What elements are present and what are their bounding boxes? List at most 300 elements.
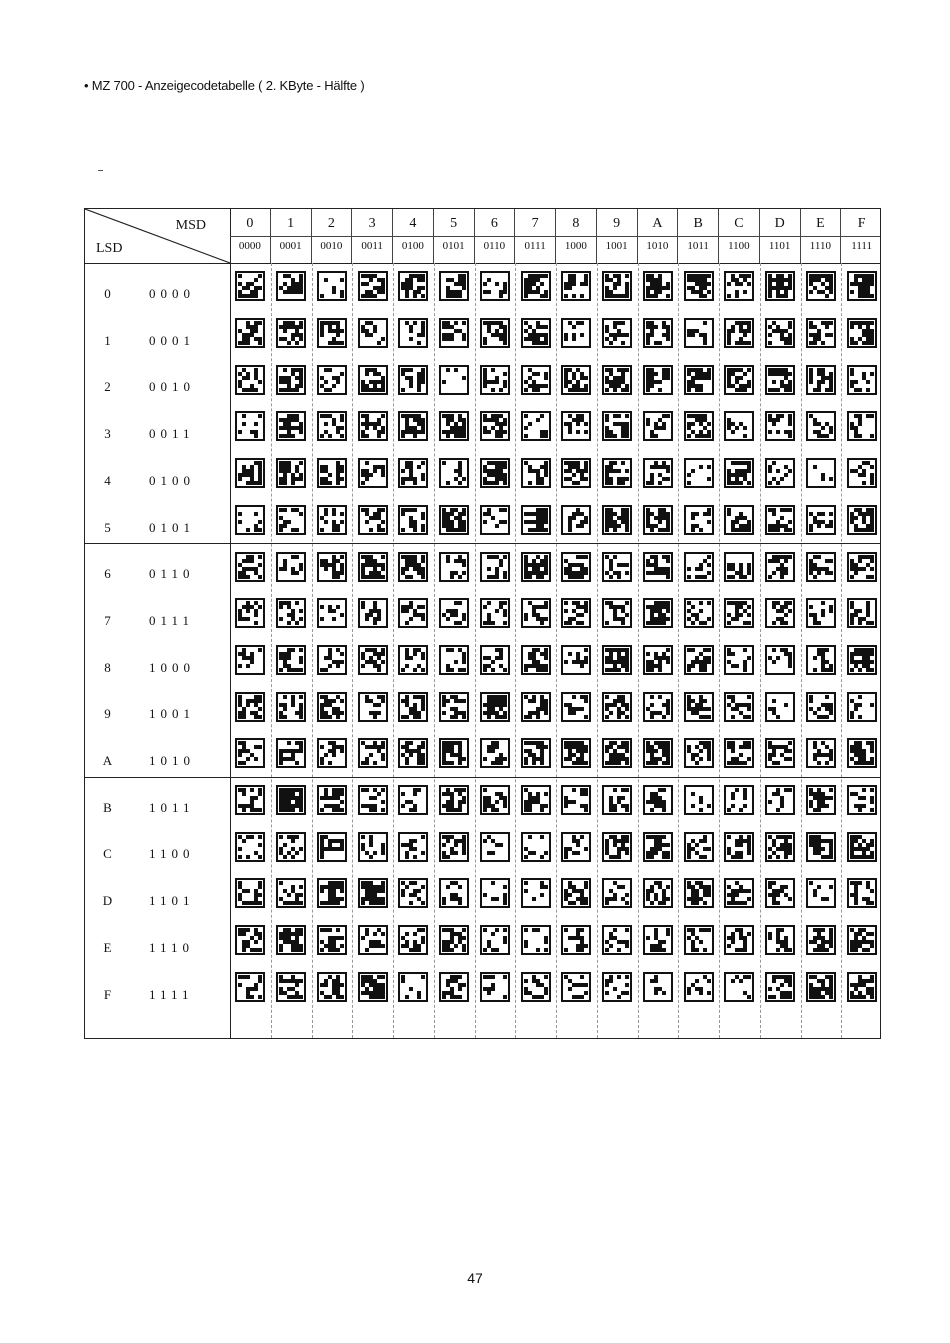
msd-binary: 0100 xyxy=(401,240,424,252)
display-code-glyph xyxy=(847,738,877,768)
display-code-glyph xyxy=(358,318,388,348)
display-code-glyph xyxy=(480,271,510,301)
msd-binary: 1000 xyxy=(564,240,587,252)
lsd-binary: 0100 xyxy=(149,472,195,488)
lsd-binary: 1001 xyxy=(149,706,195,722)
lsd-hex: 3 xyxy=(104,426,111,442)
display-code-glyph xyxy=(806,878,836,908)
lsd-hex: 8 xyxy=(104,659,111,675)
msd-column-header xyxy=(678,209,719,263)
display-code-glyph xyxy=(684,458,714,488)
display-code-glyph xyxy=(724,505,754,535)
msd-binary: 1001 xyxy=(605,240,628,252)
display-code-glyph xyxy=(561,505,591,535)
display-code-glyph xyxy=(521,458,551,488)
display-code-glyph xyxy=(561,365,591,395)
display-code-glyph xyxy=(684,692,714,722)
display-code-glyph xyxy=(521,925,551,955)
display-code-glyph xyxy=(684,411,714,441)
display-code-glyph xyxy=(439,411,469,441)
display-code-glyph xyxy=(561,832,591,862)
display-code-glyph xyxy=(847,411,877,441)
msd-hex: E xyxy=(816,216,825,231)
display-code-glyph xyxy=(765,505,795,535)
display-code-glyph xyxy=(235,832,265,862)
display-code-glyph xyxy=(398,878,428,908)
msd-binary: 0010 xyxy=(320,240,343,252)
display-code-glyph xyxy=(521,598,551,628)
lsd-hex: 1 xyxy=(104,332,111,348)
display-code-glyph xyxy=(276,832,306,862)
display-code-glyph xyxy=(847,785,877,815)
display-code-glyph xyxy=(276,505,306,535)
display-code-glyph xyxy=(561,738,591,768)
display-code-glyph xyxy=(765,645,795,675)
display-code-glyph xyxy=(602,411,632,441)
lsd-binary: 0011 xyxy=(149,426,195,442)
display-code-glyph xyxy=(358,738,388,768)
msd-column-header xyxy=(434,209,475,263)
display-code-glyph xyxy=(521,738,551,768)
display-code-glyph xyxy=(317,411,347,441)
lsd-hex: F xyxy=(103,986,112,1002)
display-code-glyph xyxy=(480,411,510,441)
display-code-glyph xyxy=(235,645,265,675)
display-code-glyph xyxy=(480,365,510,395)
msd-column-header xyxy=(352,209,393,263)
msd-hex: 6 xyxy=(490,216,498,231)
display-code-glyph xyxy=(276,692,306,722)
display-code-glyph xyxy=(358,832,388,862)
msd-column-header xyxy=(475,209,516,263)
display-code-glyph xyxy=(643,972,673,1002)
msd-hex: 7 xyxy=(531,216,539,231)
display-code-glyph xyxy=(480,925,510,955)
display-code-glyph xyxy=(521,972,551,1002)
display-code-glyph xyxy=(724,692,754,722)
display-code-glyph xyxy=(561,972,591,1002)
lsd-row-label xyxy=(85,833,230,876)
lsd-binary: 1010 xyxy=(149,753,195,768)
lsd-row-label xyxy=(85,460,230,503)
display-code-glyph xyxy=(602,318,632,348)
page-number: 47 xyxy=(467,1270,483,1286)
display-code-glyph xyxy=(561,925,591,955)
display-code-glyph xyxy=(358,552,388,582)
column-gridline xyxy=(678,263,679,1038)
display-code-glyph xyxy=(480,598,510,628)
display-code-glyph xyxy=(602,552,632,582)
display-code-glyph xyxy=(439,785,469,815)
lsd-hex: 4 xyxy=(104,472,111,488)
msd-column-header xyxy=(760,209,801,263)
display-code-glyph xyxy=(684,552,714,582)
display-code-glyph xyxy=(684,925,714,955)
display-code-glyph xyxy=(724,318,754,348)
column-gridline xyxy=(434,263,435,1038)
display-code-glyph xyxy=(684,738,714,768)
lsd-row-label xyxy=(85,693,230,736)
display-code-glyph xyxy=(276,878,306,908)
row-group-separator xyxy=(85,777,880,778)
lsd-binary: 1111 xyxy=(149,986,194,1002)
lsd-row-label xyxy=(85,974,230,1017)
scan-speck xyxy=(98,170,103,171)
display-code-glyph xyxy=(847,318,877,348)
display-code-glyph xyxy=(684,972,714,1002)
display-code-glyph xyxy=(847,692,877,722)
column-gridline xyxy=(352,263,353,1038)
display-code-glyph xyxy=(358,785,388,815)
lsd-hex: C xyxy=(103,846,112,862)
display-code-glyph xyxy=(521,318,551,348)
display-code-glyph xyxy=(684,832,714,862)
msd-column-header xyxy=(719,209,760,263)
lsd-hex: 9 xyxy=(104,706,111,722)
display-code-glyph xyxy=(684,785,714,815)
display-code-glyph xyxy=(398,832,428,862)
display-code-glyph xyxy=(317,878,347,908)
display-code-glyph xyxy=(439,925,469,955)
display-code-glyph xyxy=(602,645,632,675)
display-code-glyph xyxy=(765,411,795,441)
lsd-row-label xyxy=(85,273,230,316)
display-code-glyph xyxy=(439,692,469,722)
display-code-glyph xyxy=(847,271,877,301)
lsd-binary: 1011 xyxy=(149,799,195,815)
display-code-glyph xyxy=(724,411,754,441)
msd-hex: D xyxy=(774,216,785,231)
display-code-glyph xyxy=(439,878,469,908)
display-code-glyph xyxy=(561,645,591,675)
display-code-glyph xyxy=(765,318,795,348)
lsd-binary: 1110 xyxy=(149,939,195,955)
lsd-row-label xyxy=(85,366,230,409)
lsd-hex: D xyxy=(102,893,113,909)
display-code-glyph xyxy=(317,925,347,955)
msd-binary: 1011 xyxy=(687,240,709,252)
display-code-glyph xyxy=(643,645,673,675)
display-code-glyph xyxy=(235,785,265,815)
display-code-glyph xyxy=(684,318,714,348)
display-code-glyph xyxy=(235,972,265,1002)
display-code-glyph xyxy=(847,505,877,535)
display-code-glyph xyxy=(439,645,469,675)
display-code-glyph xyxy=(439,738,469,768)
display-code-glyph xyxy=(276,458,306,488)
display-code-glyph xyxy=(521,365,551,395)
lsd-hex: 7 xyxy=(104,612,111,628)
msd-column-header xyxy=(515,209,556,263)
display-code-glyph xyxy=(602,738,632,768)
msd-column-header xyxy=(638,209,679,263)
msd-binary: 0111 xyxy=(524,240,546,252)
display-code-glyph xyxy=(235,878,265,908)
display-code-glyph xyxy=(439,832,469,862)
lsd-column xyxy=(85,263,231,1038)
msd-column-header xyxy=(801,209,842,263)
display-code-glyph xyxy=(847,878,877,908)
display-code-glyph xyxy=(358,598,388,628)
display-code-glyph xyxy=(235,411,265,441)
display-code-glyph xyxy=(398,692,428,722)
display-code-glyph xyxy=(317,318,347,348)
display-code-glyph xyxy=(847,365,877,395)
display-code-glyph xyxy=(847,972,877,1002)
lsd-hex: 5 xyxy=(104,519,111,535)
display-code-glyph xyxy=(439,271,469,301)
display-code-glyph xyxy=(358,458,388,488)
display-code-glyph xyxy=(317,505,347,535)
msd-column-header xyxy=(597,209,638,263)
column-gridline xyxy=(760,263,761,1038)
display-code-glyph xyxy=(765,458,795,488)
display-code-glyph xyxy=(765,271,795,301)
msd-hex: 4 xyxy=(409,216,417,231)
display-code-glyph xyxy=(561,458,591,488)
display-code-glyph xyxy=(521,411,551,441)
msd-hex: 5 xyxy=(450,216,458,231)
msd-hex: A xyxy=(652,216,663,231)
display-code-glyph xyxy=(358,411,388,441)
display-code-glyph xyxy=(847,458,877,488)
display-code-glyph xyxy=(276,271,306,301)
lsd-row-label xyxy=(85,600,230,643)
display-code-glyph xyxy=(724,645,754,675)
msd-hex: F xyxy=(857,216,866,231)
display-code-glyph xyxy=(643,878,673,908)
display-code-glyph xyxy=(480,645,510,675)
display-code-glyph xyxy=(398,552,428,582)
display-code-glyph xyxy=(561,271,591,301)
display-code-glyph xyxy=(643,552,673,582)
display-code-glyph xyxy=(806,458,836,488)
msd-binary: 0101 xyxy=(442,240,465,252)
display-code-glyph xyxy=(521,832,551,862)
column-gridline xyxy=(312,263,313,1038)
display-code-glyph xyxy=(480,318,510,348)
display-code-glyph xyxy=(358,692,388,722)
display-code-glyph xyxy=(235,738,265,768)
column-gridline xyxy=(638,263,639,1038)
display-code-glyph xyxy=(643,505,673,535)
msd-column-header xyxy=(312,209,353,263)
display-code-glyph xyxy=(724,832,754,862)
display-code-glyph xyxy=(317,552,347,582)
lsd-row-label xyxy=(85,553,230,596)
display-code-glyph xyxy=(358,925,388,955)
column-gridline xyxy=(801,263,802,1038)
display-code-glyph xyxy=(765,925,795,955)
msd-binary: 1110 xyxy=(809,240,831,252)
lsd-row-label xyxy=(85,413,230,456)
row-group-separator xyxy=(85,543,880,544)
lsd-binary: 0111 xyxy=(149,612,195,628)
display-code-glyph xyxy=(684,598,714,628)
lsd-binary: 1101 xyxy=(149,893,195,909)
display-code-glyph xyxy=(806,645,836,675)
msd-hex: B xyxy=(693,216,703,231)
display-code-glyph xyxy=(358,878,388,908)
lsd-binary: 0110 xyxy=(149,566,195,582)
display-code-glyph xyxy=(358,271,388,301)
lsd-row-label xyxy=(85,880,230,923)
msd-hex: C xyxy=(734,216,744,231)
display-code-glyph xyxy=(602,458,632,488)
display-code-glyph xyxy=(358,365,388,395)
display-code-glyph xyxy=(398,645,428,675)
lsd-hex: B xyxy=(103,799,112,815)
msd-binary: 1100 xyxy=(728,240,750,252)
display-code-glyph xyxy=(317,598,347,628)
column-gridline xyxy=(556,263,557,1038)
msd-column-header xyxy=(841,209,882,263)
display-code-glyph xyxy=(602,785,632,815)
lsd-label: LSD xyxy=(96,241,123,256)
display-code-glyph xyxy=(643,832,673,862)
display-code-glyph xyxy=(358,972,388,1002)
display-code-glyph xyxy=(602,972,632,1002)
column-gridline xyxy=(393,263,394,1038)
column-gridline xyxy=(515,263,516,1038)
display-code-glyph xyxy=(684,271,714,301)
display-code-glyph xyxy=(806,552,836,582)
display-code-glyph xyxy=(643,411,673,441)
display-code-glyph xyxy=(480,738,510,768)
msd-binary: 1010 xyxy=(646,240,669,252)
display-code-glyph xyxy=(724,878,754,908)
msd-hex: 3 xyxy=(368,216,376,231)
column-gridline xyxy=(841,263,842,1038)
display-code-glyph xyxy=(398,318,428,348)
display-code-glyph xyxy=(521,505,551,535)
display-code-glyph xyxy=(276,972,306,1002)
display-code-glyph xyxy=(398,458,428,488)
display-code-glyph xyxy=(235,925,265,955)
display-code-glyph xyxy=(765,552,795,582)
msd-column-header xyxy=(271,209,312,263)
display-code-glyph xyxy=(806,598,836,628)
display-code-glyph xyxy=(317,458,347,488)
display-code-glyph xyxy=(765,692,795,722)
lsd-binary: 0010 xyxy=(149,379,195,395)
display-code-glyph xyxy=(602,832,632,862)
display-code-glyph xyxy=(806,271,836,301)
display-code-glyph xyxy=(847,832,877,862)
display-code-glyph xyxy=(724,738,754,768)
display-code-glyph xyxy=(480,505,510,535)
display-code-glyph xyxy=(765,738,795,768)
display-code-glyph xyxy=(724,271,754,301)
display-code-glyph xyxy=(317,785,347,815)
display-code-glyph xyxy=(235,318,265,348)
display-code-glyph xyxy=(480,458,510,488)
display-code-glyph xyxy=(561,318,591,348)
lsd-binary: 0000 xyxy=(149,286,195,301)
lsd-row-label xyxy=(85,787,230,830)
table-corner-cell xyxy=(85,209,231,263)
display-code-glyph xyxy=(765,365,795,395)
display-code-glyph xyxy=(561,552,591,582)
display-code-glyph xyxy=(765,832,795,862)
msd-column-header xyxy=(556,209,597,263)
display-code-glyph xyxy=(684,505,714,535)
display-code-glyph xyxy=(724,365,754,395)
msd-hex: 9 xyxy=(613,216,621,231)
lsd-binary: 0001 xyxy=(149,332,195,348)
display-code-glyph xyxy=(521,878,551,908)
display-code-glyph xyxy=(317,692,347,722)
msd-binary: 0000 xyxy=(238,240,261,252)
display-code-glyph xyxy=(806,505,836,535)
display-code-glyph xyxy=(235,458,265,488)
display-code-glyph xyxy=(643,925,673,955)
display-code-glyph xyxy=(480,552,510,582)
display-code-glyph xyxy=(684,878,714,908)
display-code-glyph xyxy=(806,832,836,862)
display-code-glyph xyxy=(398,598,428,628)
display-code-glyph xyxy=(521,785,551,815)
msd-label: MSD xyxy=(175,218,206,233)
display-code-glyph xyxy=(602,598,632,628)
display-code-glyph xyxy=(724,458,754,488)
display-code-glyph xyxy=(235,505,265,535)
display-code-glyph xyxy=(235,271,265,301)
display-code-glyph xyxy=(847,552,877,582)
display-code-glyph xyxy=(439,365,469,395)
display-code-glyph xyxy=(439,318,469,348)
display-code-glyph xyxy=(724,972,754,1002)
display-code-glyph xyxy=(276,645,306,675)
display-code-glyph xyxy=(561,878,591,908)
lsd-hex: 6 xyxy=(104,566,111,582)
display-code-glyph xyxy=(602,692,632,722)
msd-binary: 0001 xyxy=(279,240,302,252)
display-code-glyph xyxy=(561,785,591,815)
display-code-glyph xyxy=(684,645,714,675)
display-code-glyph xyxy=(561,692,591,722)
display-code-glyph xyxy=(847,925,877,955)
page-title: • MZ 700 - Anzeigecodetabelle ( 2. KByte - Hälfte ) xyxy=(84,78,365,93)
display-code-glyph xyxy=(806,785,836,815)
display-code-glyph xyxy=(398,411,428,441)
display-code-glyph xyxy=(643,598,673,628)
display-code-glyph xyxy=(398,738,428,768)
display-code-glyph xyxy=(276,365,306,395)
display-code-glyph xyxy=(521,552,551,582)
display-code-glyph xyxy=(602,925,632,955)
display-code-glyph xyxy=(806,972,836,1002)
display-code-glyph xyxy=(643,365,673,395)
display-code-glyph xyxy=(724,552,754,582)
display-code-glyph xyxy=(398,925,428,955)
msd-binary: 0011 xyxy=(361,240,383,252)
display-code-glyph xyxy=(317,365,347,395)
display-code-glyph xyxy=(235,552,265,582)
display-code-glyph xyxy=(480,692,510,722)
lsd-binary: 0101 xyxy=(149,519,195,535)
display-code-glyph xyxy=(724,925,754,955)
lsd-binary: 1100 xyxy=(149,846,195,862)
lsd-hex: 0 xyxy=(104,286,111,301)
display-code-glyph xyxy=(643,318,673,348)
msd-hex: 2 xyxy=(327,216,335,231)
lsd-row-label xyxy=(85,647,230,690)
column-gridline xyxy=(475,263,476,1038)
display-code-glyph xyxy=(317,738,347,768)
display-code-glyph xyxy=(561,411,591,441)
display-code-glyph xyxy=(480,878,510,908)
